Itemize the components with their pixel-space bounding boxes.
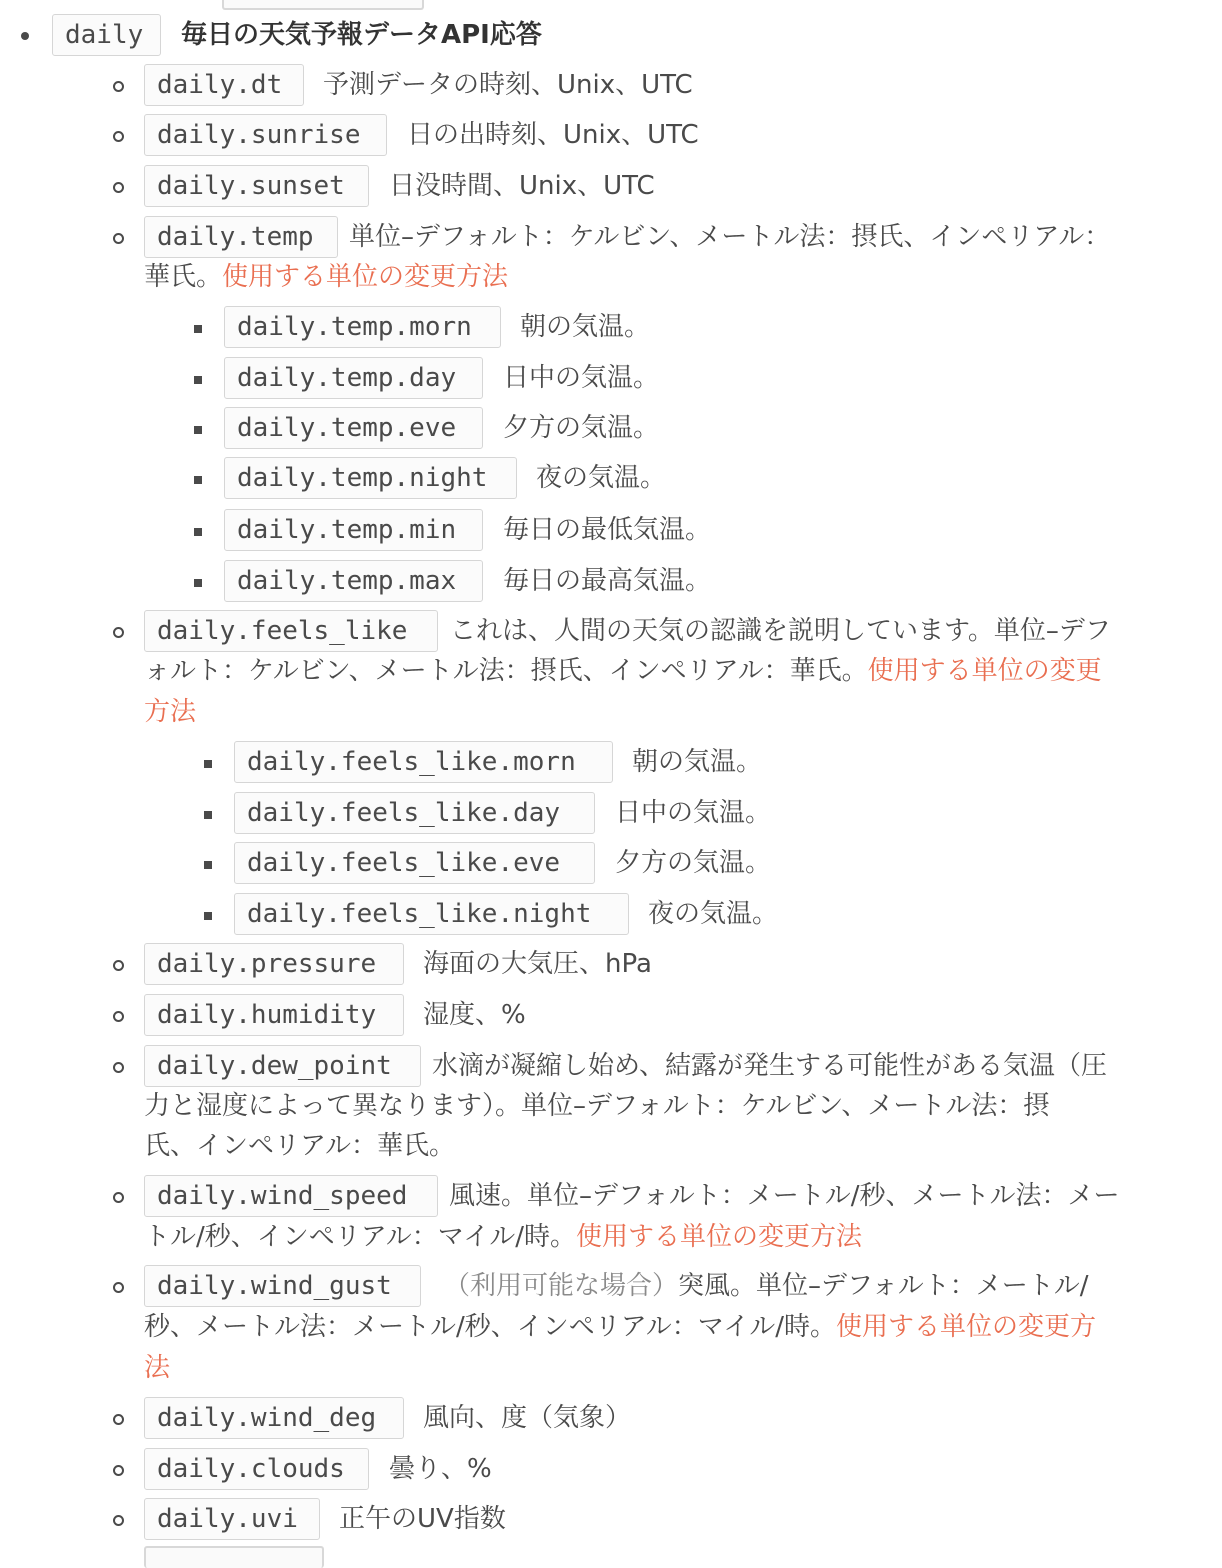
- section-title: 毎日の天気予報データAPI応答: [181, 20, 542, 50]
- field-description: 湿度、%: [423, 1000, 526, 1030]
- field-description: 風速。単位–デフォルト：メートル/秒、メートル法：メー: [449, 1181, 1120, 1211]
- code-field: daily.temp.day: [224, 357, 483, 399]
- bullet-circle: [113, 1062, 124, 1073]
- bullet-circle: [113, 182, 124, 193]
- bullet-circle: [113, 1282, 124, 1293]
- units-link[interactable]: 使用する単位の変更方法: [575, 1222, 862, 1252]
- bullet-circle: [113, 627, 124, 638]
- code-field: daily.pressure: [144, 943, 404, 985]
- field-description: 日の出時刻、Unix、UTC: [407, 120, 699, 150]
- code-field: daily.temp.eve: [224, 407, 483, 449]
- bullet-disc: [21, 32, 29, 40]
- code-field: daily.sunset: [144, 165, 369, 207]
- bullet-circle: [113, 1192, 124, 1203]
- field-description-cont: 力と湿度によって異なります）。単位–デフォルト：ケルビン、メートル法：摂: [144, 1091, 1050, 1121]
- bullet-circle: [113, 81, 124, 92]
- bullet-square: [204, 861, 212, 869]
- field-description: 水滴が凝縮し始め、結露が発生する可能性がある気温（圧: [432, 1051, 1107, 1081]
- units-link-cont[interactable]: 方法: [144, 697, 197, 727]
- bullet-square: [194, 325, 202, 333]
- bullet-square: [194, 528, 202, 536]
- field-description-cont: 秒、メートル法：メートル/秒、インペリアル：マイル/時。: [144, 1312, 836, 1342]
- field-description: 朝の気温。: [520, 312, 651, 342]
- field-description: 風向、度（気象）: [423, 1403, 632, 1433]
- field-description: 正午のUV指数: [339, 1504, 506, 1534]
- code-field: daily.temp.morn: [224, 306, 501, 348]
- field-description: 海面の大気圧、hPa: [423, 949, 652, 979]
- field-description: 朝の気温。: [632, 747, 763, 777]
- bullet-square: [194, 579, 202, 587]
- field-description: 毎日の最高気温。: [503, 566, 712, 596]
- bullet-circle: [113, 131, 124, 142]
- code-field: daily.sunrise: [144, 114, 387, 156]
- bullet-circle: [113, 1011, 124, 1022]
- code-field: daily.temp.min: [224, 509, 483, 551]
- code-field: daily.dew_point: [144, 1045, 421, 1087]
- code-field: daily.wind_gust: [144, 1265, 421, 1307]
- bullet-square: [194, 476, 202, 484]
- field-description-cont: 華氏。: [144, 262, 223, 292]
- field-description: 夕方の気温。: [615, 848, 772, 878]
- field-description: 単位–デフォルト：ケルビン、メートル法：摂氏、インペリアル：: [349, 222, 1111, 252]
- code-field: daily.temp.night: [224, 457, 517, 499]
- bullet-square: [204, 760, 212, 768]
- code-field: daily.feels_like.eve: [234, 842, 595, 884]
- bullet-circle: [113, 1414, 124, 1425]
- field-description: 毎日の最低気温。: [503, 515, 712, 545]
- bullet-square: [204, 912, 212, 920]
- field-description: 日中の気温。: [503, 363, 660, 393]
- field-description: 夕方の気温。: [503, 413, 660, 443]
- field-description: 日中の気温。: [615, 798, 772, 828]
- code-field: daily.temp.max: [224, 560, 483, 602]
- bullet-square: [204, 811, 212, 819]
- code-chip-partial-bottom: [144, 1546, 324, 1568]
- code-field: daily.humidity: [144, 994, 404, 1036]
- code-field: daily.wind_speed: [144, 1175, 438, 1217]
- code-field: daily.feels_like: [144, 610, 438, 652]
- bullet-circle: [113, 1515, 124, 1526]
- units-link[interactable]: 使用する単位の変更方法: [222, 262, 509, 292]
- code-field: daily.wind_deg: [144, 1397, 404, 1439]
- field-description: 夜の気温。: [648, 899, 779, 929]
- code-field: daily.dt: [144, 64, 304, 106]
- bullet-circle: [113, 233, 124, 244]
- units-link-cont[interactable]: 法: [144, 1353, 171, 1383]
- units-link[interactable]: 使用する単位の変更方: [835, 1312, 1096, 1342]
- field-description-cont: ォルト：ケルビン、メートル法：摂氏、インペリアル：華氏。: [144, 656, 868, 686]
- code-field: daily.uvi: [144, 1498, 320, 1540]
- field-description: 突風。単位–デフォルト：メートル/: [678, 1271, 1089, 1301]
- field-description-cont: 氏、インペリアル：華氏。: [144, 1131, 455, 1161]
- code-field: daily.temp: [144, 216, 338, 258]
- field-description-cont: トル/秒、インペリアル：マイル/時。: [144, 1222, 576, 1252]
- bullet-square: [194, 426, 202, 434]
- field-description: 予測データの時刻、Unix、UTC: [323, 70, 693, 100]
- code-chip-partial-top: [222, 0, 424, 10]
- bullet-square: [194, 376, 202, 384]
- field-description: 曇り、%: [389, 1454, 492, 1484]
- code-field: daily.feels_like.day: [234, 792, 595, 834]
- field-description: これは、人間の天気の認識を説明しています。単位–デフ: [450, 616, 1111, 646]
- bullet-circle: [113, 1465, 124, 1476]
- field-description: 夜の気温。: [536, 463, 667, 493]
- code-field: daily.clouds: [144, 1448, 369, 1490]
- availability-note: （利用可能な場合）: [444, 1271, 679, 1301]
- code-field: daily.feels_like.night: [234, 893, 629, 935]
- bullet-circle: [113, 960, 124, 971]
- field-description: 日没時間、Unix、UTC: [389, 171, 655, 201]
- code-field: daily.feels_like.morn: [234, 741, 613, 783]
- code-daily: daily: [52, 14, 161, 56]
- units-link[interactable]: 使用する単位の変更: [867, 656, 1102, 686]
